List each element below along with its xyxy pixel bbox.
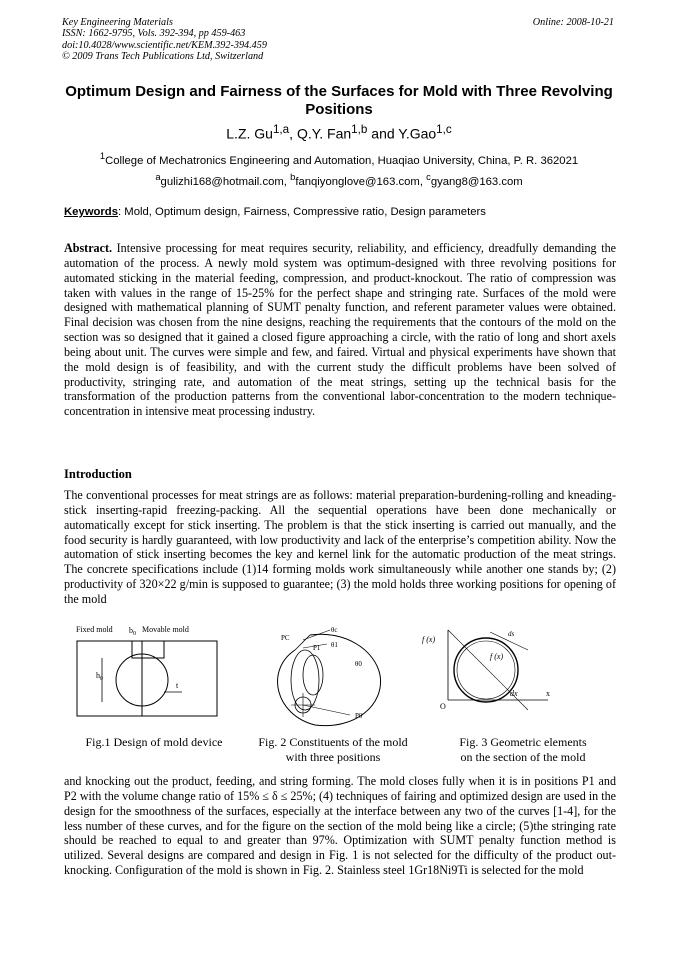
keywords-label: Keywords (64, 206, 118, 218)
mold-notch (132, 641, 164, 658)
figure-2-caption: Fig. 2 Constituents of the mold with three positions (258, 735, 408, 764)
author-name: Q.Y. Fan (296, 125, 352, 142)
compression-ratio-formula: 15% ≤ δ ≤ 25% (237, 788, 313, 803)
label-ds: ds (508, 630, 515, 638)
label-theta-c: θc (331, 626, 338, 634)
author-list: L.Z. Gu$^{1,a}$, Q.Y. Fan$^{1,b}$ and Y.Gao$^{1,c}$ (226, 123, 452, 142)
paper-title: Optimum Design and Fairness of the Surfaces for Mold with Three Revolving Positions (65, 83, 613, 118)
figure-2-mold-positions (255, 620, 415, 735)
author-sup: 1,a (272, 123, 290, 136)
outer-contour (278, 634, 381, 725)
email: gyang8@163.com (430, 175, 523, 188)
label-x: x (546, 689, 550, 698)
copyright-line: © 2009 Trans Tech Publications Ltd, Switzerland (62, 50, 264, 62)
label-b0: $b_0$ (129, 626, 136, 637)
label-fx: f (x) (422, 635, 436, 644)
section-inner (457, 641, 515, 699)
journal-header (62, 17, 267, 62)
mold-section-b (303, 655, 323, 695)
radius-line (303, 705, 350, 715)
label-dx: dx (510, 689, 518, 698)
issn-line: ISSN: 1662-9795, Vols. 392-394, pp 459-463 (62, 28, 246, 40)
figure-1-caption: Fig.1 Design of mold device (85, 735, 223, 749)
label-p0: P0 (355, 712, 363, 720)
introduction-heading: Introduction (64, 467, 132, 481)
intro-paragraph-2: and knocking out the product, feeding, and string forming. The mold closes fully when it is in positions P1 and P2 with the volume change ratio of 15% ≤ δ ≤ 25%; (4) techniques of fairing and optimized design are used in the design for the smoothness of the surfaces, especially at the interface between any two of the curves [1-4], for the less number of these curves, and for the figure on the section of the mold being like a circle; (5)the stringing rate should be reached to equal to and greater than 97%. Optimization with SUMT penalty function method is utilized. Several designs are compared and design in Fig. 1 is not selected for the difficulty of the product out-knocking. Configuration of the mold is shown in Fig. 2. Stainless steel 1Gr18Ni9Ti is selected for the mold (64, 774, 617, 878)
abstract-label: Abstract. (64, 241, 113, 255)
figure-3-caption: Fig. 3 Geometric elements on the section of the mold (459, 735, 587, 764)
author-name: Y.Gao (398, 125, 437, 142)
intro-paragraph-1: The conventional processes for meat strings are as follows: material preparation-burdening-rolling and kneading-stick inserting-rapid freezing-packing. All the sequential operations have been done mechanically or automatically except for stick inserting. The problem is that the stick inserting is carried out manually, and the food security is hardly guaranteed, with low productivity and lack of the enterprise’s competition ability. Now the automation of stick inserting becomes the key and kernel link for the automatic production of the meat strings. The concrete specifications include (1)14 forming molds work simultaneously while another one stands by; (2) productivity of 320×22 g/min is supposed to guarantee; (3) the mold holds three working positions for opening of the mold (64, 488, 616, 606)
label-origin: O (440, 702, 446, 711)
label-theta-0: θ0 (355, 660, 362, 668)
contour-link (295, 635, 310, 650)
online-date: Online: 2008-10-21 (532, 17, 614, 28)
figure-3-geometric-elements (420, 620, 560, 720)
label-t: t (176, 681, 179, 690)
author-sup: 1,c (436, 123, 452, 136)
affiliation: $^1$College of Mechatronics Engineering and Automation, Huaqiao University, China, P. R. 362021 (99, 150, 579, 167)
tangent-line (448, 630, 528, 710)
author-sup: 1,b (351, 123, 368, 136)
abstract-text: Intensive processing for meat requires security, reliability, and efficiency, dreadfully demanding the automation of the process. A newly mold system was optimum-designed with three revolving positions for automated sticking in the material feeding, compression, and product-knockout. The ratio of compression was taken with values in the range of 15-25% for the perfect shape and stringing rate. Surfaces of the mold were designed with mathematical planning of SUMT penalty function, and referent parameter values were obtained. Final decision was chosen from the nine designs, reaching the requirements that the contours of the mold on the section was so designed that it gained a closed figure approaching a circle, with the ratio of long and short axels being about unit. The curves were simple and few, and faired. Virtual and physical experiments have shown that the mold design is of feasibility, and with the current study the difficult problems have been solved of productivity, stringing rate, and automation of the meat strings, setting up the technical basis for the transformation of the production patterns from the conventional labor-concentration to the modern technique-concentration in intensive meat processing industry. (64, 241, 616, 419)
journal-name: Key Engineering Materials (62, 17, 173, 28)
section-contour (454, 638, 518, 702)
email-list: $^a$gulizhi168@hotmail.com, $^b$fanqiyonglove@163.com, $^c$gyang8@163.com (155, 171, 523, 188)
label-fixed-mold: Fixed mold (76, 625, 113, 634)
label-fx-2: f (x) (490, 652, 504, 661)
email: fanqiyonglove@163.com (295, 175, 420, 188)
label-h0: $h_0$ (96, 671, 103, 682)
author-name: L.Z. Gu (226, 125, 273, 142)
label-movable-mold: Movable mold (142, 625, 189, 634)
doi-line: doi:10.4028/www.scientific.net/KEM.392-394.459 (62, 39, 267, 51)
label-theta-1: θ1 (331, 641, 338, 649)
abstract (64, 241, 616, 419)
keywords-text: : Mold, Optimum design, Fairness, Compressive ratio, Design parameters (118, 206, 486, 218)
keywords (64, 206, 486, 218)
label-pc: PC (281, 634, 290, 642)
angle-line-c (303, 630, 330, 640)
figure-1-mold-device (72, 620, 232, 730)
mold-section-a (291, 650, 319, 710)
email: gulizhi168@hotmail.com (160, 175, 284, 188)
label-p1: P1 (313, 644, 321, 652)
